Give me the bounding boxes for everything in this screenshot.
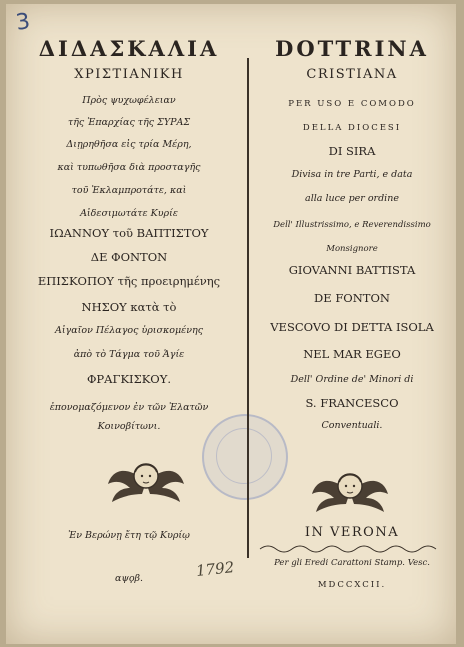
greek-line: καὶ τυπωθῆσα διὰ προσταγῆς [57,162,201,173]
italian-line: Dell' Illustrissimo, e Reverendissimo [273,220,431,230]
greek-line: ΝΗΣΟΥ κατὰ τὸ [81,300,177,314]
italian-line: NEL MAR EGEO [303,347,401,361]
italian-line: Conventuali. [321,420,383,431]
greek-line: ΔΕ ΦΟΝΤΟΝ [90,250,168,264]
cherub-ornament-left [106,444,186,512]
shelfmark: 3 [14,9,32,36]
italian-line: PER USO E COMODO [288,99,416,109]
cherub-ornament-right [310,454,390,522]
italian-year: MDCCXCII. [317,580,387,590]
greek-imprint: Ἐν Βερώνῃ ἔτη τῷ Κυρίῳ [68,530,190,541]
greek-line: Αἰγαῖον Πέλαγος ὑρισκομένης [54,325,204,336]
greek-column [14,4,244,644]
greek-line: τῆς Ἐπαρχίας τῆς ΣΥΡΑΣ [67,117,191,128]
greek-subtitle: ΧΡΙΣΤΙΑΝΙΚΗ [74,67,184,82]
italian-line: VESCOVO DI DETTA ISOLA [270,320,434,334]
greek-line: Αἰδεσιμωτάτε Κυρίε [80,208,178,219]
printer-ornament [250,544,454,554]
greek-line: ΕΠΙΣΚΟΠΟΥ τῆς προειρημένης [37,274,221,288]
greek-line: Πρὸς ψυχωφέλειαν [82,95,176,106]
italian-line: DI SIRA [328,144,376,158]
italian-subtitle: CRISTIANA [306,67,398,82]
title-page [6,4,456,644]
handwritten-date: 1792 [195,558,236,580]
italian-line: DELLA DIOCESI [302,123,402,133]
italian-line: Dell' Ordine de' Minori di [290,374,414,385]
greek-line: ΦΡΑΓΚΙΣΚΟΥ. [87,372,171,386]
greek-title: ΔΙΔΑΣΚΑΛΙΑ [38,36,220,61]
italian-line: GIOVANNI BATTISTA [288,263,416,277]
italian-printer: Per gli Eredi Carattoni Stamp. Vesc. [274,558,430,568]
italian-line: DE FONTON [314,291,390,305]
italian-title: DOTTRINA [275,36,429,61]
greek-year: αψϙβ. [114,573,144,584]
italian-column [250,4,454,644]
greek-line: ΙΩΑΝΝΟΥ τοῦ ΒΑΠΤΙΣΤΟΥ [49,226,209,240]
greek-line: Διῃρηθῆσα εἰς τρία Μέρη, [66,139,192,150]
italian-imprint: IN VERONA [304,525,400,540]
greek-line: τοῦ Ἐκλαμπροτάτε, καὶ [71,185,187,196]
greek-line: Κοινοβίτωνι. [97,421,161,432]
column-divider [247,58,249,558]
italian-line: Divisa in tre Parti, e data [291,169,413,180]
italian-line: alla luce per ordine [305,193,399,204]
italian-line: Monsignore [326,244,378,254]
greek-line: ἐπονομαζόμενον ἐν τῶν Ἐλατῶν [49,402,209,413]
greek-line: ἀπὸ τὸ Τάγμα τοῦ Ἁγίε [73,349,185,360]
italian-line: S. FRANCESCO [305,396,399,410]
